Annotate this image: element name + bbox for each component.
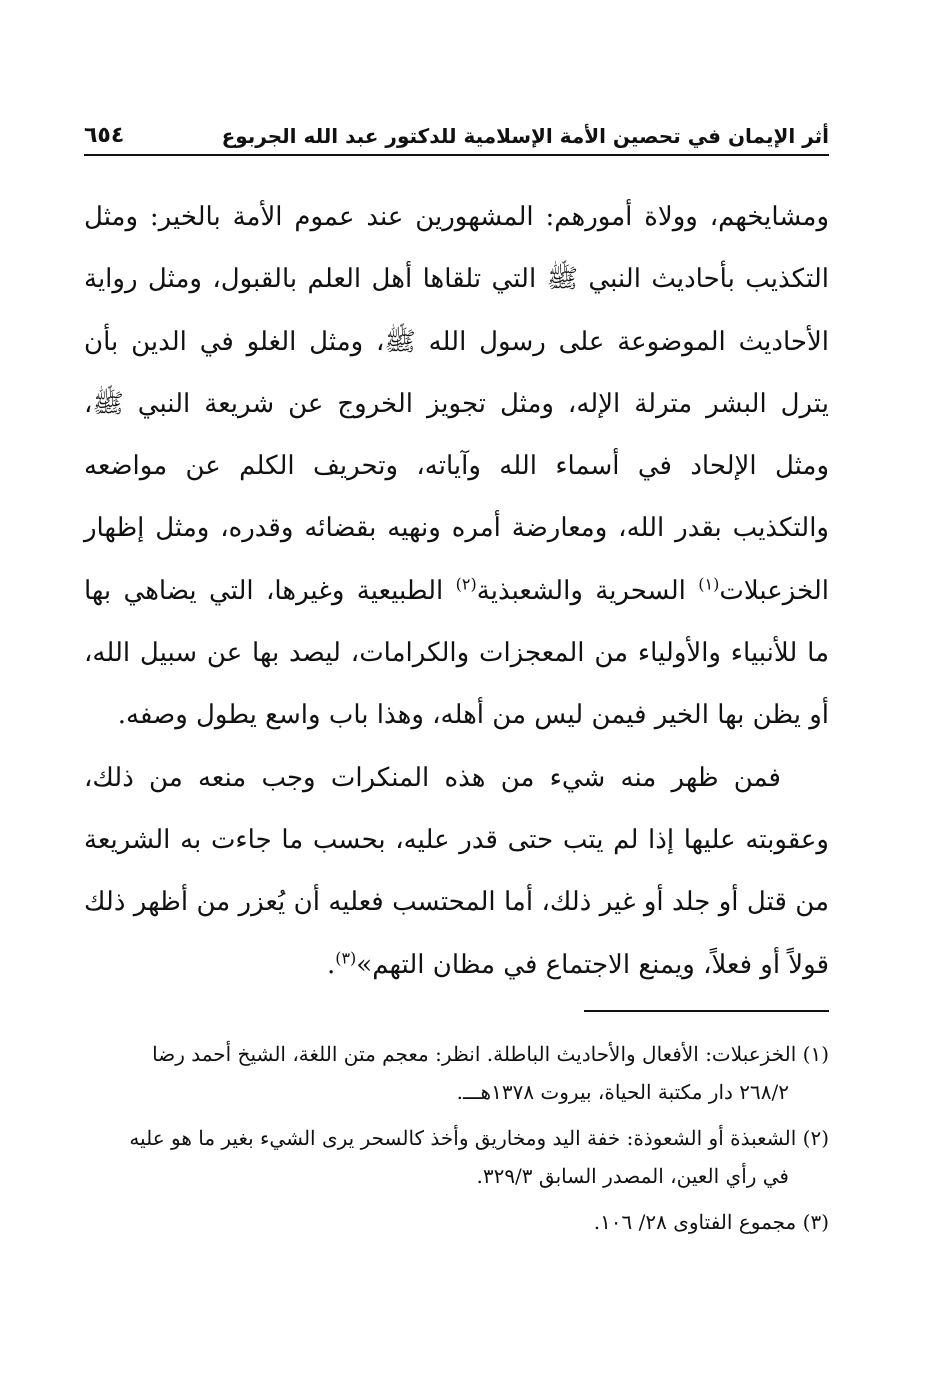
paragraph-text: فمن ظهر منه شيء من هذه المنكرات وجب منعه من ذلك، وعقوبته عليها إذا لم يتب حتى قدر عليه، بحسب ما جاءت به الشريعة من قتل أو جلد أو غير ذلك، أما المحتسب فعليه أن يُعزر من أظهر ذلك قولاً أو فعلاً، ويمنع الاجتماع في مظان التهم» [84, 762, 829, 980]
footnote-divider [584, 1010, 829, 1012]
footnote-text: في رأي العين، المصدر السابق ٣٢٩/٣. [476, 1163, 789, 1188]
footnote-text: الخزعبلات: الأفعال والأحاديث الباطلة. انظر: معجم متن اللغة، الشيخ أحمد رضا [152, 1042, 803, 1066]
paragraph-text: السحرية والشعبذية [476, 575, 699, 606]
book-title: أثر الإيمان في تحصين الأمة الإسلامية للدكتور عبد الله الجربوع [221, 124, 829, 148]
footnote [84, 1036, 829, 1111]
footnote-text: مجموع الفتاوى ٢٨/ ١٠٦. [593, 1210, 803, 1234]
footnotes [84, 1036, 829, 1251]
paragraph [84, 747, 829, 996]
running-header [84, 108, 829, 156]
paragraph [84, 186, 829, 747]
footnote-number: (٢) [802, 1126, 829, 1150]
body-text [84, 186, 829, 996]
page-number: ٦٥٤ [84, 123, 125, 148]
footnote [84, 1120, 829, 1195]
footnote [84, 1204, 829, 1242]
footnote-text: ٢٦٨/٢ دار مكتبة الحياة، بيروت ١٣٧٨هـــ. [456, 1079, 789, 1104]
paragraph-text: ومشايخهم، وولاة أمورهم: المشهورين عند عموم الأمة بالخير: ومثل التكذيب بأحاديث النبي ﷺ التي تلقاها أهل العلم بالقبول، ومثل رواية الأحاديث الموضوعة على رسول الله ﷺ، ومثل الغلو في الدين بأن يترل البشر مترلة الإله، ومثل تجويز الخروج عن شريعة النبي ﷺ، ومثل الإلحاد في أسماء الله وآياته، وتحريف الكلم عن مواضعه والتكذيب بقدر الله، ومعارضة أمره ونهيه بقضائه وقدره، ومثل إظهار الخزعبلات [84, 202, 830, 606]
paragraph-text: . [326, 949, 336, 980]
footnote-reference[interactable]: (٣) [335, 947, 357, 967]
footnote-number: (٣) [802, 1210, 829, 1234]
footnote-text: الشعبذة أو الشعوذة: خفة اليد ومخاريق وأخذ كالسحر يرى الشيء بغير ما هو عليه [129, 1126, 803, 1150]
footnote-reference[interactable]: (٢) [455, 574, 477, 594]
footnote-reference[interactable]: (١) [698, 574, 720, 594]
paragraph-text: الطبيعية وغيرها، التي يضاهي بها ما للأنبياء والأولياء من المعجزات والكرامات، ليصد بها عن سبيل الله، أو يظن بها الخير فيمن ليس من أهله، وهذا باب واسع يطول وصفه. [84, 575, 829, 731]
footnote-number: (١) [802, 1042, 829, 1066]
